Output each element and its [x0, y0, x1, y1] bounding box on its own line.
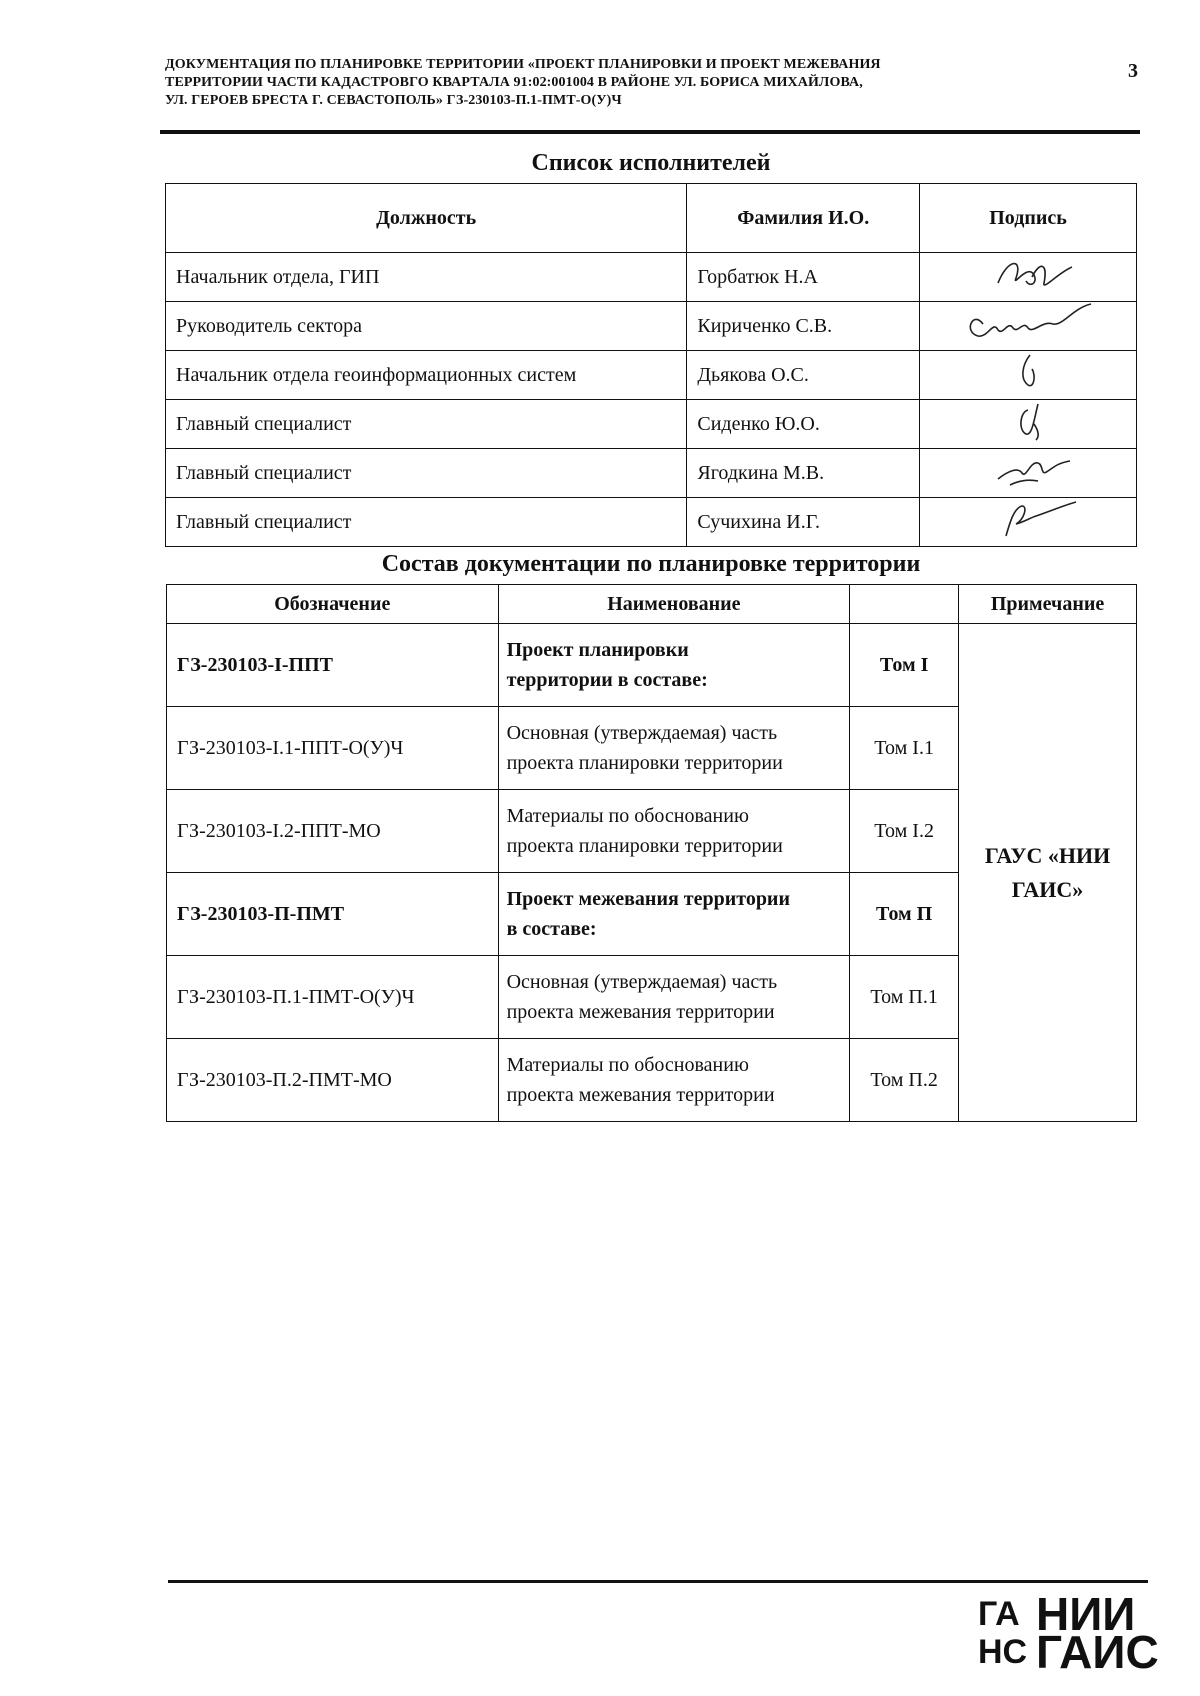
footer-divider [168, 1580, 1148, 1583]
doc-code: ГЗ-230103-П.1-ПМТ-О(У)Ч [167, 956, 499, 1039]
header-line-3: УЛ. ГЕРОЕВ БРЕСТА Г. СЕВАСТОПОЛЬ» ГЗ-230103-П.1-ПМТ-О(У)Ч [165, 93, 622, 108]
staff-position: Начальник отдела, ГИП [166, 253, 687, 302]
signature [920, 302, 1137, 351]
col-code: Обозначение [167, 585, 499, 624]
docs-title: Состав документации по планировке территории [381, 551, 921, 577]
header-line-1: ДОКУМЕНТАЦИЯ ПО ПЛАНИРОВКЕ ТЕРРИТОРИИ «ПРОЕКТ ПЛАНИРОВКИ И ПРОЕКТ МЕЖЕВАНИЯ [165, 57, 881, 72]
signature [920, 351, 1137, 400]
staff-position: Руководитель сектора [166, 302, 687, 351]
doc-title-line-1: Основная (утверждаемая) часть [506, 722, 778, 744]
col-signature: Подпись [920, 184, 1137, 253]
doc-title-line-2: проекта межевания территории [506, 1084, 775, 1106]
table-row [166, 400, 1137, 449]
staff-name: Сиденко Ю.О. [687, 400, 920, 449]
doc-title-line-2: проекта межевания территории [506, 1001, 775, 1023]
doc-code: ГЗ-230103-П.2-ПМТ-МО [167, 1039, 499, 1122]
doc-volume: Том П.2 [850, 1039, 959, 1122]
doc-volume: Том I.2 [850, 790, 959, 873]
doc-code: ГЗ-230103-I.2-ППТ-МО [167, 790, 499, 873]
doc-note-line-2: ГАИС» [1011, 876, 1084, 902]
table-row [166, 302, 1137, 351]
signature [920, 449, 1137, 498]
doc-code: ГЗ-230103-I.1-ППТ-О(У)Ч [167, 707, 499, 790]
staff-name: Кириченко С.В. [687, 302, 920, 351]
staff-position: Главный специалист [166, 449, 687, 498]
doc-title-line-2: в составе: [506, 918, 597, 940]
col-volume [850, 585, 959, 624]
header-divider [160, 130, 1140, 134]
col-name: Фамилия И.О. [687, 184, 920, 253]
table-row [166, 449, 1137, 498]
staff-name: Ягодкина М.В. [687, 449, 920, 498]
signature [920, 498, 1137, 547]
doc-title [498, 873, 850, 956]
signature [920, 400, 1137, 449]
header-line-2: ТЕРРИТОРИИ ЧАСТИ КАДАСТРОВГО КВАРТАЛА 91:02:001004 В РАЙОНЕ УЛ. БОРИСА МИХАЙЛОВА, [165, 75, 863, 90]
doc-title-line-1: Проект планировки [506, 639, 689, 661]
doc-volume: Том П.1 [850, 956, 959, 1039]
doc-volume: Том П [850, 873, 959, 956]
staff-name: Дьякова О.С. [687, 351, 920, 400]
doc-note-line-1: ГАУС «НИИ [984, 842, 1111, 868]
doc-note [959, 624, 1137, 1122]
doc-volume: Том I [850, 624, 959, 707]
staff-name: Сучихина И.Г. [687, 498, 920, 547]
table-row [166, 498, 1137, 547]
document-header [165, 56, 1065, 110]
logo-word-bottom: ГАИС [1036, 1626, 1159, 1678]
page-number: 3 [1128, 60, 1138, 82]
doc-title-line-2: проекта планировки территории [506, 835, 783, 857]
table-row [166, 351, 1137, 400]
docs-table [166, 584, 1137, 1122]
doc-title-line-2: проекта планировки территории [506, 752, 783, 774]
col-note: Примечание [959, 585, 1137, 624]
doc-title-line-1: Основная (утверждаемая) часть [506, 971, 778, 993]
doc-title-line-2: территории в составе: [506, 669, 708, 691]
col-position: Должность [166, 184, 687, 253]
doc-title [498, 707, 850, 790]
doc-title [498, 1039, 850, 1122]
staff-table [165, 183, 1137, 547]
staff-name: Горбатюк Н.А [687, 253, 920, 302]
staff-position: Главный специалист [166, 400, 687, 449]
doc-volume: Том I.1 [850, 707, 959, 790]
logo-mark-bottom: НС [978, 1633, 1028, 1671]
signature [920, 253, 1137, 302]
doc-title [498, 624, 850, 707]
logo-mark-top: ГА [978, 1595, 1020, 1633]
staff-header-row [166, 184, 1137, 253]
table-row [167, 624, 1137, 707]
doc-title-line-1: Материалы по обоснованию [506, 805, 749, 827]
staff-title: Список исполнителей [531, 150, 771, 176]
doc-code: ГЗ-230103-П-ПМТ [167, 873, 499, 956]
doc-title-line-1: Проект межевания территории [506, 888, 790, 910]
doc-title [498, 956, 850, 1039]
doc-title [498, 790, 850, 873]
col-title: Наименование [498, 585, 850, 624]
table-row [166, 253, 1137, 302]
logo-word-top: НИИ [1036, 1588, 1136, 1640]
docs-header-row [167, 585, 1137, 624]
staff-position: Начальник отдела геоинформационных систем [166, 351, 687, 400]
organization-logo [978, 1588, 1159, 1678]
staff-position: Главный специалист [166, 498, 687, 547]
doc-title-line-1: Материалы по обоснованию [506, 1054, 749, 1076]
doc-code: ГЗ-230103-I-ППТ [167, 624, 499, 707]
